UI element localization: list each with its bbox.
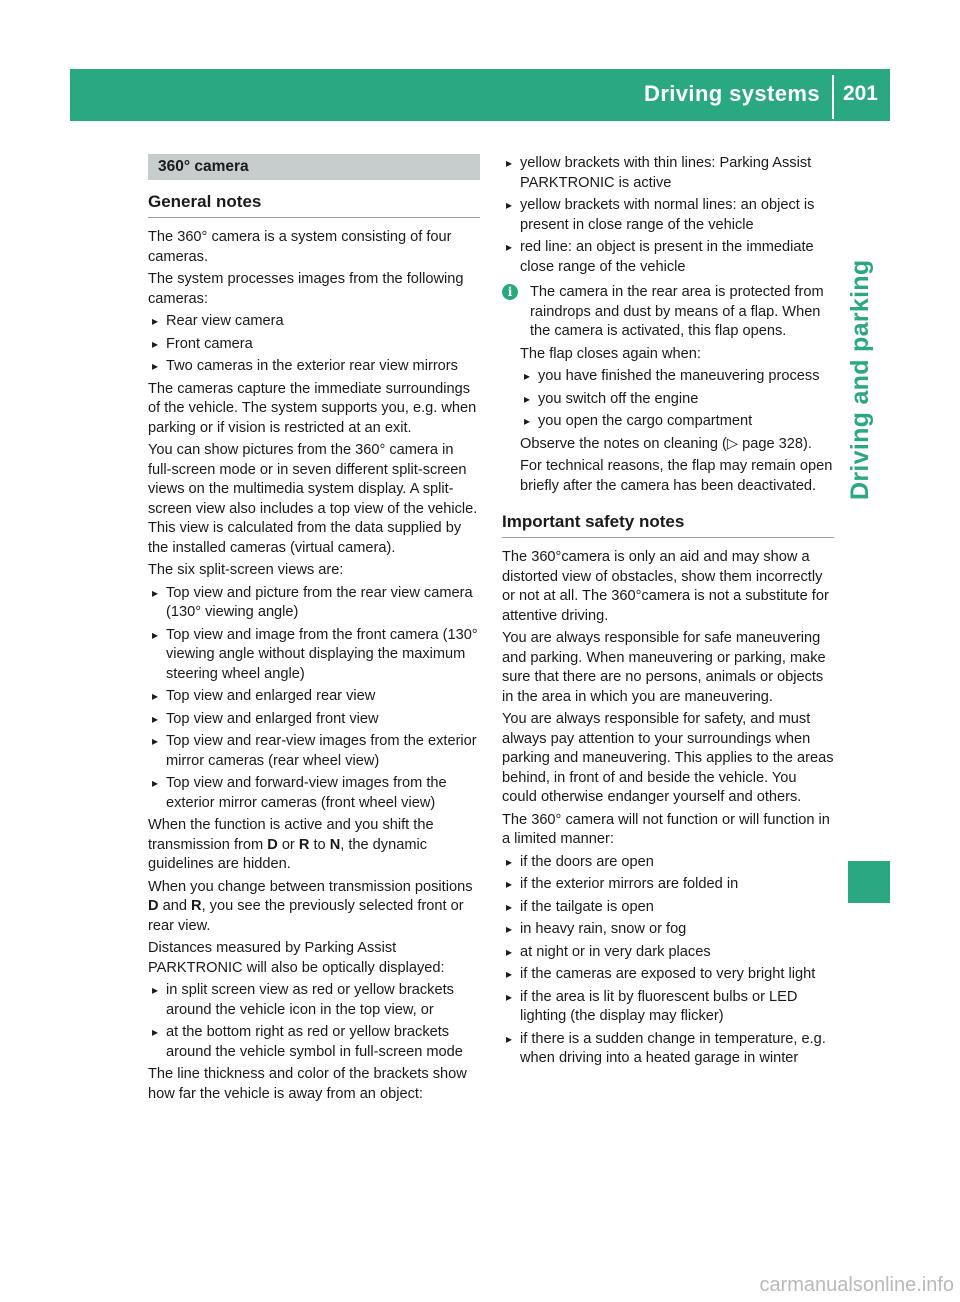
list-item: ▸ Top view and image from the front camera (130° viewing angle without displaying the maximum steering wheel angle)	[148, 626, 480, 685]
watermark: carmanualsonline.info	[759, 1274, 954, 1296]
paragraph: The line thickness and color of the brackets show how far the vehicle is away from an object:	[148, 1066, 467, 1102]
page-reference-link[interactable]: page 328).	[738, 435, 812, 452]
list-item: ▸ in split screen view as red or yellow brackets around the vehicle icon in the top view, or	[148, 981, 480, 1020]
paragraph: The 360°camera is only an aid and may show a distorted view of obstacles, show them incorrectly or not at all. The 360°camera is not a substitute for attentive driving.	[502, 549, 829, 624]
list-item: ▸ you have finished the maneuvering process	[520, 367, 834, 387]
list-item: ▸ Top view and picture from the rear view camera (130° viewing angle)	[148, 584, 480, 623]
list-item: ▸ if the area is lit by fluorescent bulbs or LED lighting (the display may flicker)	[502, 988, 834, 1027]
running-header-title: Driving systems	[644, 81, 820, 106]
subheading-general-notes: General notes	[148, 190, 480, 218]
list-item: ▸ if the doors are open	[502, 853, 834, 873]
paragraph: Distances measured by Parking Assist PARKTRONIC will also be optically displayed:	[148, 940, 445, 976]
paragraph: The camera in the rear area is protected from raindrops and dust by means of a flap. When the camera is activated, this flap opens.	[530, 284, 824, 339]
paragraph: The 360° camera is a system consisting of four cameras.	[148, 229, 452, 265]
paragraph: You can show pictures from the 360° camera in full-screen mode or in seven different split-screen views on the multimedia system display. A split-screen view also includes a top view of the vehicle. This view is calculated from the data supplied by the installed cameras (virtual camera).	[148, 442, 478, 556]
display-list	[148, 981, 480, 1062]
list-item: ▸ Top view and enlarged front view	[148, 710, 480, 730]
page-ref-arrow-icon: ▷	[726, 435, 739, 452]
list-item: ▸ Two cameras in the exterior rear view mirrors	[148, 357, 480, 377]
paragraph: You are always responsible for safe maneuvering and parking. When maneuvering or parking, make sure that there are no persons, animals or objects in the area in which you are maneuvering.	[502, 630, 826, 705]
camera-list	[148, 312, 480, 377]
paragraph: The cameras capture the immediate surroundings of the vehicle. The system supports you, e.g. when parking or if vision is restricted at an exit.	[148, 380, 477, 436]
list-item: ▸ red line: an object is present in the immediate close range of the vehicle	[502, 238, 834, 277]
list-item: ▸ Top view and forward-view images from the exterior mirror cameras (front wheel view)	[148, 774, 480, 813]
list-item: ▸ you switch off the engine	[520, 390, 834, 410]
paragraph: When the function is active and you shift the transmission from D or R to N, the dynamic guidelines are hidden.	[148, 817, 434, 872]
left-column	[148, 154, 480, 1107]
paragraph: The system processes images from the following cameras:	[148, 271, 464, 307]
subheading-safety-notes: Important safety notes	[502, 510, 834, 538]
info-note	[502, 283, 834, 342]
right-column	[502, 154, 834, 1072]
info-icon: i	[502, 284, 518, 300]
condition-list	[502, 853, 834, 1069]
list-item: ▸ yellow brackets with normal lines: an object is present in close range of the vehicle	[502, 196, 834, 235]
list-item: ▸ at the bottom right as red or yellow brackets around the vehicle symbol in full-screen mode	[148, 1023, 480, 1062]
side-tab	[838, 248, 894, 508]
header-divider	[832, 75, 834, 119]
paragraph: The 360° camera will not function or will function in a limited manner:	[502, 811, 830, 847]
list-item: ▸ Front camera	[148, 335, 480, 355]
list-item: ▸ Top view and rear-view images from the exterior mirror cameras (rear wheel view)	[148, 732, 480, 771]
paragraph: The six split-screen views are:	[148, 562, 344, 578]
list-item: ▸ if the cameras are exposed to very bright light	[502, 965, 834, 985]
side-tab-marker	[848, 861, 890, 903]
section-title: 360° camera	[148, 154, 480, 180]
header-bar	[70, 69, 890, 121]
paragraph: Observe the notes on cleaning (▷ page 328).	[520, 435, 812, 452]
list-item: ▸ Rear view camera	[148, 312, 480, 332]
paragraph: You are always responsible for safety, and must always pay attention to your surroundings when parking and maneuvering. This applies to the areas behind, in front of and beside the vehicle. You could otherwise endanger yourself and others.	[502, 711, 834, 805]
paragraph: When you change between transmission positions D and R, you see the previously selected front or rear view.	[148, 878, 473, 934]
page-number: 201	[842, 82, 878, 105]
list-item: ▸ if there is a sudden change in temperature, e.g. when driving into a heated garage in winter	[502, 1030, 834, 1069]
info-note-body	[502, 345, 834, 497]
list-item: ▸ at night or in very dark places	[502, 943, 834, 963]
list-item: ▸ if the exterior mirrors are folded in	[502, 875, 834, 895]
list-item: ▸ yellow brackets with thin lines: Parking Assist PARKTRONIC is active	[502, 154, 834, 193]
list-item: ▸ in heavy rain, snow or fog	[502, 920, 834, 940]
list-item: ▸ if the tailgate is open	[502, 898, 834, 918]
split-view-list	[148, 584, 480, 814]
paragraph: For technical reasons, the flap may remain open briefly after the camera has been deactivated.	[520, 458, 833, 494]
side-tab-label: Driving and parking	[846, 259, 874, 500]
list-item: ▸ you open the cargo compartment	[520, 412, 834, 432]
flap-list	[520, 367, 834, 432]
list-item: ▸ Top view and enlarged rear view	[148, 687, 480, 707]
paragraph: The flap closes again when:	[520, 345, 701, 362]
bracket-list	[502, 154, 834, 277]
